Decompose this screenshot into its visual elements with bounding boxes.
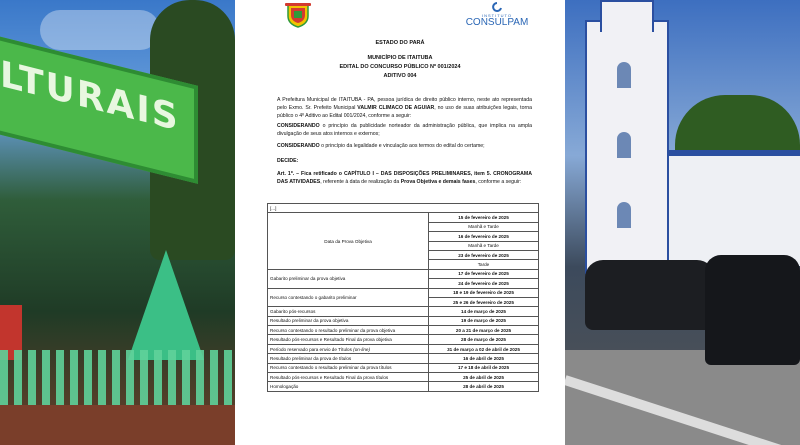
schedule-activity	[268, 269, 429, 288]
municipal-coat-of-arms-icon	[283, 2, 313, 28]
intro-text: A Prefeitura Municipal de ITAITUBA - PA, pessoa jurídica de direito público interno, neste ato representada pelo Exmo. Sr. Prefeito Municipal	[277, 97, 532, 111]
schedule-activity	[268, 344, 429, 353]
intro-paragraph	[277, 96, 532, 120]
ground	[0, 405, 235, 445]
schedule-activity	[268, 335, 429, 344]
table-row	[268, 363, 539, 372]
table-ellipsis: [...]	[268, 204, 539, 213]
window	[617, 202, 631, 228]
schedule-date: 14 de março de 2025	[429, 307, 539, 316]
right-background-photo	[565, 0, 800, 445]
schedule-activity-text: Recurso contestando o gabarito preliminar	[270, 294, 357, 300]
table-row	[268, 373, 539, 382]
table-row	[268, 204, 539, 213]
schedule-date: 25 de abril de 2025	[429, 373, 539, 382]
edital-document	[235, 0, 565, 445]
schedule-date: 20 a 21 de março de 2025	[429, 326, 539, 335]
schedule-activity-text: Resultado pós-recursos e Resultado Final da prova títulos	[270, 374, 389, 380]
schedule-date: 31 de março a 02 de abril de 2025	[429, 344, 539, 353]
schedule-date: 24 de fevereiro de 2025	[429, 279, 539, 288]
schedule-date: 17 e 18 de abril de 2025	[429, 363, 539, 372]
schedule-activity	[268, 382, 429, 391]
window	[617, 132, 631, 158]
logo-brand-text: CONSULPAM	[465, 17, 529, 28]
table-row	[268, 316, 539, 325]
article-chapter: CAPÍTULO I – DAS DISPOSIÇÕES PRELIMINARES, item 5. CRONOGRAMA DAS ATIVIDADES	[277, 171, 532, 185]
schedule-activity-text: Resultado preliminar da prova objetiva	[270, 318, 349, 324]
table-row	[268, 213, 539, 222]
table-row	[268, 288, 539, 297]
consulpam-mark-icon	[491, 2, 503, 12]
schedule-activity	[268, 373, 429, 382]
schedule-date: 16 de abril de 2025	[429, 354, 539, 363]
article-text-3: , conforme a seguir:	[475, 179, 522, 185]
schedule-activity	[268, 288, 429, 307]
schedule-table	[267, 203, 539, 392]
table-row	[268, 354, 539, 363]
church-tower	[585, 20, 669, 274]
considerando-1	[277, 122, 532, 138]
considerando-2	[277, 142, 532, 150]
schedule-date: 25 e 26 de fevereiro de 2025	[429, 297, 539, 306]
table-row	[268, 382, 539, 391]
article-text: Art. 1º. – Fica retificado o	[277, 171, 344, 177]
header-edital: EDITAL DO CONCURSO PÚBLICO Nº 001/2024	[339, 64, 461, 70]
considerando-label: CONSIDERANDO	[277, 143, 320, 149]
prova-date: 23 de fevereiro de 2025	[429, 250, 539, 259]
church-tower-top	[600, 0, 654, 32]
table-row	[268, 307, 539, 316]
schedule-activity	[268, 354, 429, 363]
considerando-label: CONSIDERANDO	[277, 123, 320, 129]
table-row	[268, 269, 539, 278]
schedule-activity	[268, 326, 429, 335]
header-aditivo: ADITIVO 004	[383, 73, 417, 79]
church-hall	[660, 150, 800, 266]
decide-label: DECIDE:	[277, 158, 299, 164]
schedule-date: 28 de março de 2025	[429, 335, 539, 344]
considerando-text: o princípio da legalidade e vinculação aos termos do edital do certame;	[319, 143, 485, 149]
schedule-activity-text: Gabarito preliminar da prova objetiva	[270, 276, 346, 282]
prova-shift: Manhã e Tarde	[429, 222, 539, 231]
schedule-activity-text: Homologação	[270, 384, 299, 390]
schedule-activity	[268, 316, 429, 325]
logo-instituto-text: INSTITUTO	[481, 13, 513, 18]
prova-shift: Tarde	[429, 260, 539, 269]
header-estado: ESTADO DO PARÁ	[375, 40, 425, 46]
considerando-text: o princípio da publicidade norteador da administração pública, que implica na ampla divulgação de seus atos internos e externos;	[277, 123, 532, 137]
arch-sign-text: LTURAIS	[0, 53, 180, 140]
article-phase: Prova Objetiva e demais fases	[400, 179, 476, 185]
schedule-activity-text: Resultado pós-recursos e Resultado Final da prova objetiva	[270, 337, 392, 343]
schedule-activity-text: Resultado preliminar da prova de títulos	[270, 355, 352, 361]
header-municipio: MUNICÍPIO DE ITAITUBA	[367, 55, 433, 61]
cloud	[40, 10, 160, 50]
prova-shift: Manhã e Tarde	[429, 241, 539, 250]
car	[585, 260, 715, 330]
table-row	[268, 335, 539, 344]
prefeito-name: VALMIR CLIMACO DE AGUIAR	[357, 105, 435, 111]
schedule-activity-text: Recurso contestando o resultado preliminar da prova títulos	[270, 365, 392, 371]
prova-date: 16 de fevereiro de 2025	[429, 232, 539, 241]
prova-date: 15 de fevereiro de 2025	[429, 213, 539, 222]
window	[617, 62, 631, 88]
schedule-date: 28 de abril de 2025	[429, 382, 539, 391]
schedule-date: 17 de fevereiro de 2025	[429, 269, 539, 278]
schedule-date: 19 de março de 2025	[429, 316, 539, 325]
intro-text-2: , no uso de suas atribuições legais, torna público o 4º Aditivo ao Edital 001/2024, conforme a seguir:	[277, 105, 532, 119]
table-row	[268, 344, 539, 353]
table-row	[268, 326, 539, 335]
schedule-date: 18 e 19 de fevereiro de 2025	[429, 288, 539, 297]
prova-objetiva-label: Data da Prova Objetiva	[268, 213, 429, 269]
schedule-activity	[268, 363, 429, 372]
suv	[705, 255, 800, 365]
article-1	[277, 170, 532, 186]
left-background-photo	[0, 0, 235, 445]
schedule-activity-text: Gabarito pós-recursos	[270, 308, 316, 314]
schedule-activity	[268, 307, 429, 316]
schedule-activity-suffix: (on-line)	[351, 346, 371, 352]
christmas-tree	[128, 250, 204, 360]
article-text-2: , referente à data de realização da	[320, 179, 401, 185]
consulpam-logo	[457, 2, 537, 32]
schedule-activity-text: Recurso contestando o resultado preliminar da prova objetiva	[270, 327, 396, 333]
schedule-activity-text: Período reservado para envio de Títulos	[270, 346, 352, 352]
